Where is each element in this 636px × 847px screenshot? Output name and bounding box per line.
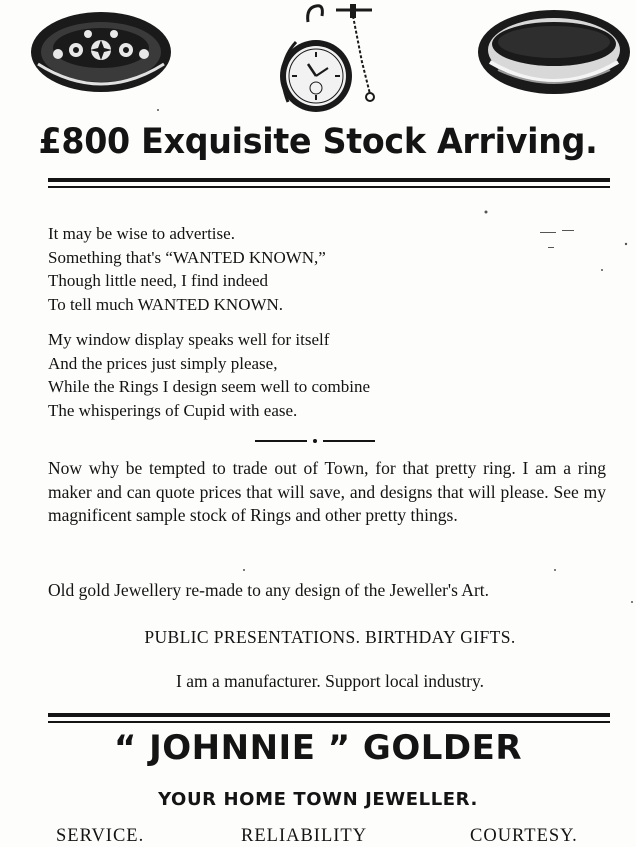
verse-line: My window display speaks well for itself — [48, 330, 330, 349]
double-rule-top-1 — [48, 178, 610, 182]
verse-line: And the prices just simply please, — [48, 353, 278, 373]
manufacturer-line: I am a manufacturer. Support local industry. — [176, 671, 484, 691]
paragraph-old-gold: Old gold Jewellery re-made to any design of the Jeweller's Art. — [48, 580, 490, 600]
headline: £800 Exquisite Stock Arriving. — [38, 122, 598, 162]
brand-name: “ JOHNNIE ” GOLDER — [113, 728, 523, 768]
occasions-line: PUBLIC PRESENTATIONS. BIRTHDAY GIFTS. — [144, 627, 516, 647]
jewelled-ring-icon — [26, 4, 176, 100]
double-rule-bottom-1 — [48, 713, 610, 717]
double-rule-bottom-2 — [48, 721, 610, 723]
verse-line: The whisperings of Cupid with ease. — [48, 400, 298, 420]
footer-courtesy: COURTESY. — [470, 826, 578, 846]
double-rule-top-2 — [48, 186, 610, 188]
verse-line: While the Rings I design seem well to combine — [48, 377, 370, 396]
verse-line: To tell much WANTED KNOWN. — [48, 294, 284, 314]
footer-reliability: RELIABILITY — [241, 826, 368, 846]
divider-ornament — [255, 437, 375, 445]
tagline: YOUR HOME TOWN JEWELLER. — [158, 789, 478, 810]
paragraph-ring-maker: Now why be tempted to trade out of Town, for that pretty ring. I am a ring maker and can quote prices that will save, and designs that will please. See my magnificent sample stock of Rings and other pretty things. — [48, 458, 606, 525]
pocket-watch-icon — [258, 2, 382, 126]
footer-service: SERVICE. — [56, 826, 145, 846]
verse-two — [48, 328, 618, 422]
verse-line: Something that's “WANTED KNOWN,” — [48, 247, 326, 267]
verse-line: Though little need, I find indeed — [48, 271, 268, 290]
plain-band-ring-icon — [474, 4, 634, 100]
verse-line: It may be wise to advertise. — [48, 224, 235, 243]
verse-one — [48, 222, 618, 316]
